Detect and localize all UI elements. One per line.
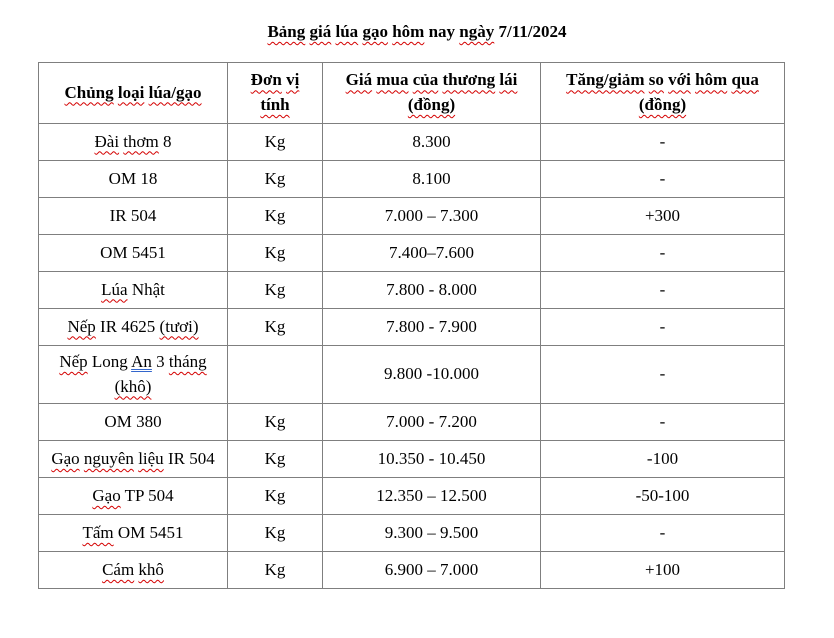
cell-rice-type xyxy=(39,515,228,552)
cell-rice-type xyxy=(39,441,228,478)
cell-change: - xyxy=(541,235,785,272)
spellcheck-marked-word: qua xyxy=(731,70,759,90)
cell-purchase-price: 7.800 - 8.000 xyxy=(323,272,541,309)
cell-unit: Kg xyxy=(228,515,323,552)
cell-change: -50-100 xyxy=(541,478,785,515)
spellcheck-marked-word: thơm xyxy=(123,131,159,151)
cell-purchase-price: 6.900 – 7.000 xyxy=(323,552,541,589)
cell-rice-type xyxy=(39,552,228,589)
spellcheck-marked-word: liệu xyxy=(138,448,164,468)
cell-change: +300 xyxy=(541,198,785,235)
cell-change: - xyxy=(541,346,785,404)
cell-rice-type xyxy=(39,161,228,198)
cell-change: -100 xyxy=(541,441,785,478)
cell-change: +100 xyxy=(541,552,785,589)
cell-change: - xyxy=(541,161,785,198)
spellcheck-marked-word: nguyên xyxy=(83,448,134,468)
spellcheck-marked-word: giá xyxy=(309,22,332,41)
spellcheck-marked-word: Đài xyxy=(94,131,120,151)
spellcheck-marked-word: mua xyxy=(376,70,409,90)
cell-unit: Kg xyxy=(228,552,323,589)
cell-purchase-price: 9.800 -10.000 xyxy=(323,346,541,404)
cell-change: - xyxy=(541,272,785,309)
spellcheck-marked-word: Gạo xyxy=(51,448,80,468)
spellcheck-marked-word: (tươi) xyxy=(159,316,199,336)
cell-unit: Kg xyxy=(228,441,323,478)
cell-unit: Kg xyxy=(228,404,323,441)
cell-purchase-price: 7.000 - 7.200 xyxy=(323,404,541,441)
cell-purchase-price: 8.300 xyxy=(323,124,541,161)
cell-unit: Kg xyxy=(228,309,323,346)
text-segment: OM 5451 xyxy=(113,522,184,542)
table-row xyxy=(39,124,785,161)
spellcheck-marked-word: (đồng) xyxy=(407,95,456,114)
spellcheck-marked-word: hôm xyxy=(695,70,728,90)
cell-purchase-price: 7.000 – 7.300 xyxy=(323,198,541,235)
spellcheck-marked-word: An xyxy=(131,352,152,371)
table-row xyxy=(39,309,785,346)
spellcheck-marked-word: so xyxy=(648,70,664,90)
spellcheck-marked-word: Nếp xyxy=(59,352,88,371)
cell-purchase-price: 12.350 – 12.500 xyxy=(323,478,541,515)
text-segment: TP 504 xyxy=(120,485,174,505)
cell-change: - xyxy=(541,124,785,161)
rice-price-table xyxy=(38,62,785,589)
text-segment: IR 4625 xyxy=(95,316,160,336)
cell-rice-type xyxy=(39,478,228,515)
cell-unit: Kg xyxy=(228,478,323,515)
spellcheck-marked-word: (đồng) xyxy=(638,95,687,114)
cell-unit: Kg xyxy=(228,272,323,309)
cell-rice-type xyxy=(39,124,228,161)
spellcheck-marked-word: (khô) xyxy=(114,376,152,396)
text-segment: OM 5451 xyxy=(100,242,166,262)
text-segment: IR 504 xyxy=(163,448,215,468)
text-segment: OM 380 xyxy=(104,411,162,431)
spellcheck-marked-word: ngày xyxy=(459,22,495,41)
column-header-change xyxy=(541,63,785,124)
cell-unit: Kg xyxy=(228,198,323,235)
text-segment: nay xyxy=(424,22,460,41)
cell-change: - xyxy=(541,404,785,441)
cell-change: - xyxy=(541,309,785,346)
spellcheck-marked-word: gạo xyxy=(362,22,388,41)
spellcheck-marked-word: lái xyxy=(499,70,518,90)
cell-purchase-price: 8.100 xyxy=(323,161,541,198)
table-header xyxy=(39,63,785,124)
spellcheck-marked-word: Gạo xyxy=(92,485,121,505)
header-row xyxy=(39,63,785,124)
text-segment: OM 18 xyxy=(108,168,158,188)
text-segment: 8 xyxy=(158,131,172,151)
cell-change: - xyxy=(541,515,785,552)
cell-unit: Kg xyxy=(228,161,323,198)
spellcheck-marked-word: loại xyxy=(117,82,145,102)
spellcheck-marked-word: khô xyxy=(138,559,164,579)
table-row xyxy=(39,404,785,441)
cell-purchase-price: 10.350 - 10.450 xyxy=(323,441,541,478)
spellcheck-marked-word: vị xyxy=(286,70,300,90)
spellcheck-marked-word: Lúa xyxy=(101,279,128,299)
spellcheck-marked-word: Đơn xyxy=(250,70,282,90)
spellcheck-marked-word: lúa/gạo xyxy=(148,82,202,102)
spellcheck-marked-word: Chủng xyxy=(64,82,114,102)
spellcheck-marked-word: Bảng xyxy=(267,22,306,41)
text-segment: 3 xyxy=(151,352,169,371)
spellcheck-marked-word: hôm xyxy=(392,22,425,41)
table-row xyxy=(39,515,785,552)
spellcheck-marked-word: Tăng/giảm xyxy=(566,70,645,90)
cell-rice-type xyxy=(39,235,228,272)
price-table-body xyxy=(39,124,785,589)
spellcheck-marked-word: với xyxy=(668,70,691,90)
cell-rice-type xyxy=(39,309,228,346)
cell-rice-type xyxy=(39,272,228,309)
cell-unit xyxy=(228,346,323,404)
cell-rice-type xyxy=(39,404,228,441)
table-row xyxy=(39,552,785,589)
cell-purchase-price: 7.400–7.600 xyxy=(323,235,541,272)
table-row xyxy=(39,346,785,404)
page-title xyxy=(0,0,834,43)
spellcheck-marked-word: thương xyxy=(442,70,496,90)
table-row xyxy=(39,441,785,478)
spellcheck-marked-word: tháng xyxy=(168,352,207,371)
table-row xyxy=(39,161,785,198)
spellcheck-marked-word: của xyxy=(412,70,439,90)
spellcheck-marked-word: Tấm xyxy=(82,522,114,542)
table-row xyxy=(39,198,785,235)
spellcheck-marked-word: Cám xyxy=(102,559,135,579)
text-segment: 7/11/2024 xyxy=(494,22,567,41)
text-segment: Long xyxy=(87,352,132,371)
table-row xyxy=(39,478,785,515)
cell-unit: Kg xyxy=(228,124,323,161)
column-header-unit xyxy=(228,63,323,124)
text-segment: IR 504 xyxy=(109,205,157,225)
cell-rice-type xyxy=(39,346,228,404)
spellcheck-marked-word: tính xyxy=(260,95,290,114)
cell-rice-type xyxy=(39,198,228,235)
cell-unit: Kg xyxy=(228,235,323,272)
spellcheck-marked-word: Giá xyxy=(345,70,373,90)
table-row xyxy=(39,235,785,272)
spellcheck-marked-word: Nếp xyxy=(67,316,96,336)
cell-purchase-price: 7.800 - 7.900 xyxy=(323,309,541,346)
column-header-purchase-price xyxy=(323,63,541,124)
spellcheck-marked-word: lúa xyxy=(335,22,359,41)
cell-purchase-price: 9.300 – 9.500 xyxy=(323,515,541,552)
table-row xyxy=(39,272,785,309)
text-segment: Nhật xyxy=(127,279,165,299)
column-header-rice-type xyxy=(39,63,228,124)
